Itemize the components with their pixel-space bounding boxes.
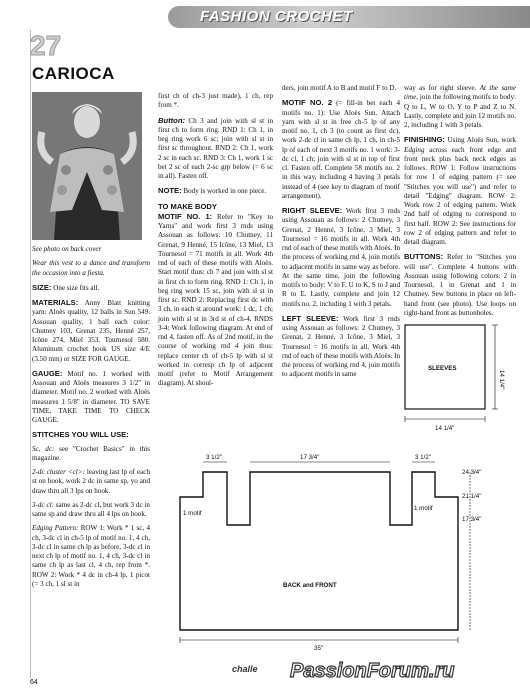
magazine-logo: challe: [232, 664, 258, 674]
finishing-label: FINISHING:: [404, 135, 445, 145]
sleeves-diagram: [405, 325, 505, 432]
banner-title: FASHION CROCHET: [200, 8, 353, 25]
motif1-text: Refer to "Key to Yarns" and work first 3 rnds using Assouan as follows: 10 Chutney, 11 Grenat, 9 Henné, 15 Icône, 13 Miel, 13 Tournesol = 71 motifs in all. Work 4th rnd of each of these motifs with Aloès. Start motif thus: ch 7 and join with sl st in first ch to form ring. RND 1: Ch 1, in beg ring work 15 sc, join with sl st in first sc. RND 2: Replacing first dc with 3 ch, in each st around work: 1 dc, 1 ch; join with sl st in 3rd st of ch-4. RNDS 3-4: Work following diagram. At end of rnd 4, fasten off. As of 2nd motif, in the course of working rnd 4 join thus: replace center ch of ch-5 lp with sl st worked in corresp ch lp of adjacent motif (refer to Motif Arrangement diagram). At shoul-: [158, 212, 274, 388]
col2-continuation: first ch of ch-3 just made), 1 ch, rep from *.: [158, 92, 273, 110]
body-diagram: [180, 454, 481, 652]
left-sleeve-text: Work first 3 rnds using Assouan as follows: 2 Chutney, 3 Grenat, 2 Henné, 3 Icône, 3 Miel, 3 Tournesol = 16 motifs in all. Work 4th rnd of each of these motifs with Aloès. In the process of working rnd 4, join motifs to adjacent motifs in same: [282, 314, 400, 379]
buttons-label: BUTTONS:: [404, 252, 444, 262]
photo-caption: See photo on back cover: [32, 245, 102, 253]
cluster-text: leaving last lp of each st on hook, work 2 dc in same sp, yo and draw thru all 3 lps on hook.: [32, 468, 150, 495]
finishing-rest: across each front edge and front neck plus back neck edges as follows. ROW 1: Follow instructions for row 1 of edging pattern (= see "Stitches you will use") and refer to detail "Edging" diagram. ROW 2: Work row 2 of edging pattern. Work 2nd half of edging to correspond to first half. ROW 2: See instructions for row 2 of edging pattern and refer to detail diagram.: [404, 145, 516, 246]
sleeves-width: 14 1/4": [435, 425, 455, 432]
button-text: Ch 3 and join with sl st in first ch to form ring. RND 1: Ch 1, in beg ring work 6 sc; join with sl st in first sc throughout. RND 2: Ch 1, work 2 sc in each sc. RND 3: Ch 1, work 1 sc bet 2 sc of each 2-sc grp below (= 6 sc in all). Fasten off.: [158, 116, 274, 180]
page-number: 64: [30, 679, 38, 686]
right-sleeve-text: Work first 3 rnds using Assouan as follows: 2 Chutney, 3 Grenat, 2 Henné, 3 Icône, 3 Miel, 3 Tournesol = 16 motifs in all. Work 4th rnd of each of these motifs with Aloès. In the process of working rnd 4, join motifs to adjacent motifs in same way as before. At the same time, join the following motifs to body: V to F, U to K, S to J and R to E. Lastly, complete and join 12 motifs no. 2, including 1 with 3 petals.: [282, 207, 400, 308]
motif2-text: (= fill-in bet each 4 motifs no. 1): Use Aloès Sun. Attach yarn with sl st in free ch-5 lp of any motif no. 1, ch 3 (to count as first dc), work 2-dc cl in same ch lp, 1 ch, in ch-5 lp of each of next 3 motifs no. 1 work: 3-dc cl, 1 ch; join with sl st in top of first cl. Fasten off. Complete 58 motifs no. 2 in this way, including 4 having 3 petals instead of 4 (see key to diagram of motif arrangement).: [282, 99, 401, 200]
sc-text: see "Crochet Basics" in this magazine.: [32, 444, 150, 462]
buttons-text: Refer to "Stitches you will use". Complete 4 buttons with Assouan using following colors: 2 in Tournesol, 1 in Grenat and 1 in Chutney. Sew buttons in place on left-hand front (see photo). Use loops on right-hand front as buttonholes.: [404, 253, 516, 317]
sc-label: Sc, dc:: [32, 444, 55, 453]
sleeves-height: 14 1/4": [498, 370, 505, 390]
dim-h3: 17 3/4": [462, 516, 482, 523]
motif2-label: MOTIF NO. 2: [282, 98, 333, 108]
motif-left: 1 motif: [183, 510, 202, 517]
dim-right: 3 1/2": [415, 454, 431, 461]
finishing-italic: Edging: [404, 145, 425, 154]
size-text: One size fits all.: [53, 283, 100, 292]
button-label: Button:: [158, 115, 185, 125]
col4-p1: way as for right sleeve.: [404, 84, 477, 92]
pattern-number: 27: [30, 30, 62, 61]
finishing-text: Using Aloès Sun, work: [447, 136, 516, 145]
col4-p1-rest: join the following motifs to body: Q to L, W to O, Y to P and Z to N. Lastly, complete and join 12 motifs no. 2, including 1 with 3 petals.: [404, 93, 516, 129]
materials-label: MATERIALS:: [32, 298, 79, 307]
dim-mid: 17 3/4": [300, 454, 320, 461]
dim-h1: 24 3/4": [462, 469, 482, 476]
gauge-text: Motif no. 1 worked with Assouan and Aloès measures 3 1/2" in diameter. Motif no. 2 worked with Aloès measures 1 5/8" in diameter. TO SAVE TIME, TAKE TIME TO CHECK GAUGE.: [32, 369, 150, 424]
dim-h2: 21 1/4": [462, 493, 482, 500]
right-sleeve-label: RIGHT SLEEVE:: [282, 206, 343, 215]
body-label: BACK and FRONT: [283, 582, 337, 589]
sleeves-label: SLEEVES: [428, 365, 457, 372]
note-label: NOTE:: [158, 186, 182, 196]
edging-label: Edging Pattern:: [32, 524, 79, 533]
materials-text: Anny Blatt knitting yarn: Aloès quality, 12 balls in Sun 549. Assouan quality, 1 ball each color: Chutney 103, Grenat 235, Henné 257, Icône 274, Miel 353, Tournesol 580. Aluminum crochet hook US size 4/E (3.50 mm) or SIZE FOR GAUGE.: [32, 299, 150, 363]
note-text: Body is worked in one piece.: [183, 187, 267, 196]
dim-left: 3 1/2": [206, 454, 222, 461]
dim-bottom: 35": [314, 645, 324, 652]
size-label: SIZE:: [32, 282, 52, 292]
col4-p1-italic: At the same time,: [404, 84, 516, 102]
gauge-label: GAUGE:: [32, 368, 63, 378]
make-body-heading: TO MAKE BODY: [158, 201, 217, 211]
tdc-text: same as 2-dc cl, but work 3 dc in same sp and draw thru all 4 lps on hook.: [32, 500, 150, 518]
left-sleeve-label: LEFT SLEEVE:: [282, 313, 339, 323]
tdc-label: 3-dc cl:: [32, 500, 54, 509]
edging-text: ROW 1: Work * 1 sc, 4 ch, 3-dc cl in ch-5 lp of motif no. 1, 4 ch, 3-dc cl in same ch lp as before, 3-dc cl in next ch lp of motif no. 1, 4 ch, 3-dc cl in same ch lp as last cl, 4 ch, rep from *. ROW 2: Work * 4 dc in ch-4 lp, 1 picot (= 3 ch, 1 sl st in: [32, 524, 151, 588]
motif-right: 1 motif: [414, 505, 433, 512]
col3-continuation: ders, join motif A to B and motif F to D.: [282, 84, 397, 92]
stitches-heading: STITCHES YOU WILL USE:: [32, 430, 129, 440]
intro-text: Wear this vest to a dance and transform the occasion into a fiesta.: [32, 259, 150, 277]
motif1-label: MOTIF NO. 1:: [158, 211, 213, 221]
pattern-title: CARIOCA: [32, 64, 115, 83]
cluster-label: 2-dc cluster <cl>:: [32, 468, 85, 476]
watermark: PassionForum.ru: [290, 660, 455, 682]
